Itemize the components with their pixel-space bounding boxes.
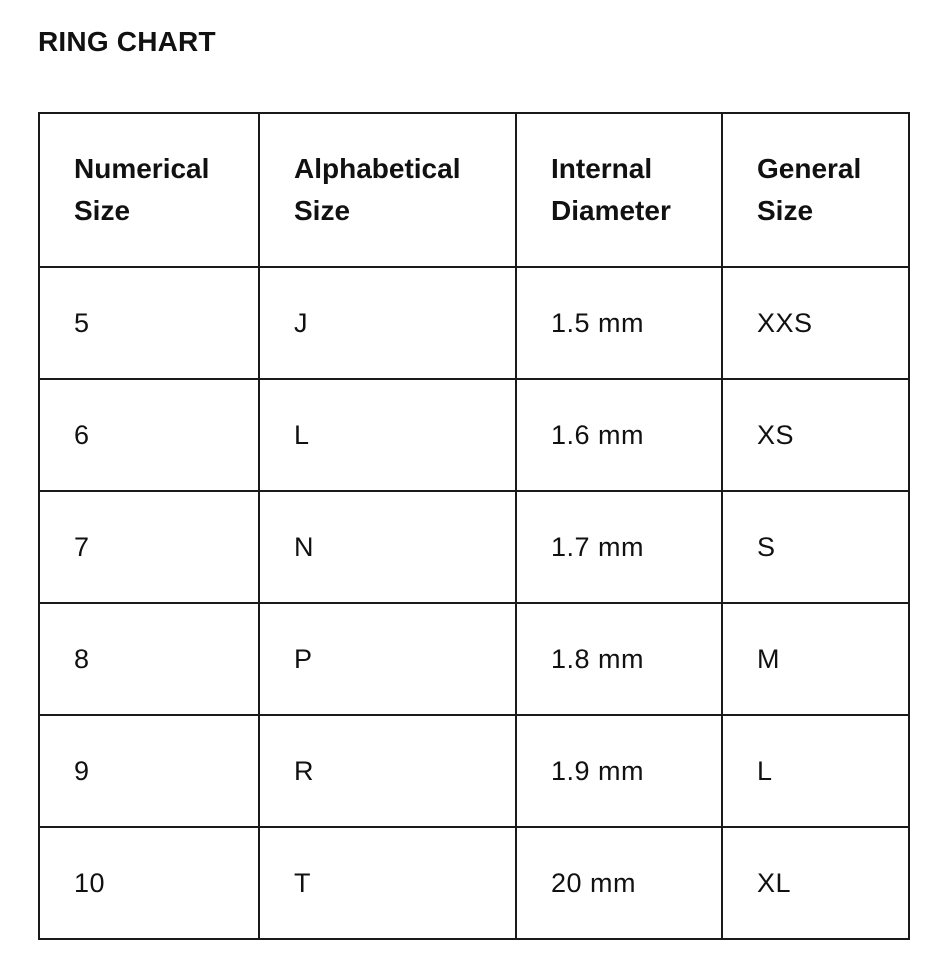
cell-alphabetical-size: N [259,491,516,603]
cell-alphabetical-size: L [259,379,516,491]
header-line: Size [74,195,131,226]
cell-alphabetical-size: P [259,603,516,715]
table-row [39,267,909,379]
cell-numerical-size: 8 [39,603,259,715]
table-row [39,603,909,715]
cell-internal-diameter: 1.5 mm [516,267,722,379]
cell-internal-diameter: 1.8 mm [516,603,722,715]
header-line: General [757,153,862,184]
cell-general-size: XS [722,379,909,491]
cell-general-size: L [722,715,909,827]
header-line: Numerical [74,153,210,184]
cell-general-size: S [722,491,909,603]
table-row [39,715,909,827]
table-header-row [39,113,909,267]
cell-general-size: XL [722,827,909,939]
header-line: Diameter [551,195,671,226]
header-line: Alphabetical [294,153,461,184]
cell-numerical-size: 7 [39,491,259,603]
cell-numerical-size: 9 [39,715,259,827]
table-row [39,379,909,491]
table-row [39,827,909,939]
header-internal-diameter [516,113,722,267]
cell-internal-diameter: 1.6 mm [516,379,722,491]
header-line: Size [294,195,351,226]
cell-alphabetical-size: T [259,827,516,939]
header-general-size [722,113,909,267]
cell-internal-diameter: 1.9 mm [516,715,722,827]
cell-general-size: XXS [722,267,909,379]
cell-alphabetical-size: J [259,267,516,379]
cell-numerical-size: 6 [39,379,259,491]
cell-alphabetical-size: R [259,715,516,827]
cell-internal-diameter: 20 mm [516,827,722,939]
ring-size-table [38,112,910,940]
header-alphabetical-size [259,113,516,267]
cell-numerical-size: 5 [39,267,259,379]
header-line: Internal [551,153,653,184]
page-title: RING CHART [38,26,216,57]
header-numerical-size [39,113,259,267]
cell-numerical-size: 10 [39,827,259,939]
table-row [39,491,909,603]
cell-internal-diameter: 1.7 mm [516,491,722,603]
cell-general-size: M [722,603,909,715]
header-line: Size [757,195,814,226]
